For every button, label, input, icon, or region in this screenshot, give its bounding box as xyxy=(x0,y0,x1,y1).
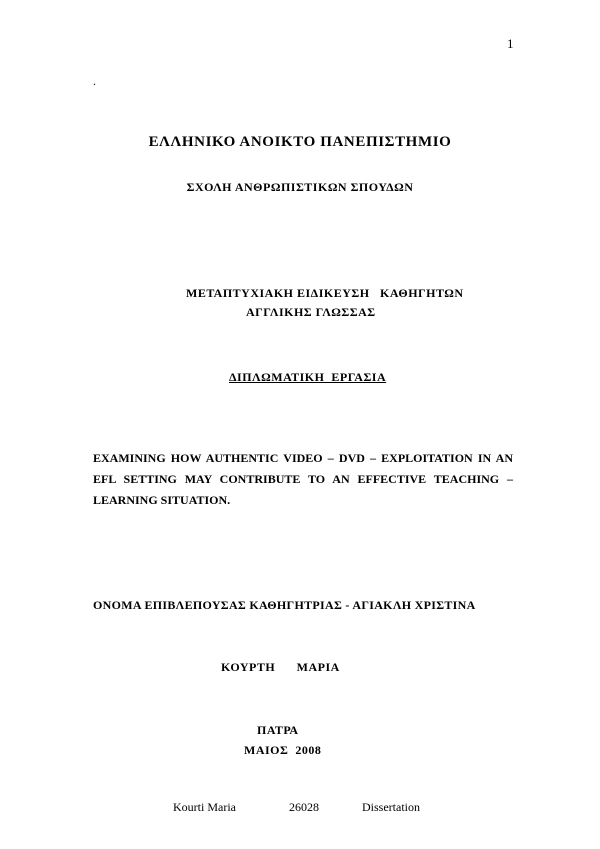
footer-student-id: 26028 xyxy=(289,800,319,814)
supervisor-line: ΟΝΟΜΑ ΕΠΙΒΛΕΠΟΥΣΑΣ ΚΑΘΗΓΗΤΡΙΑΣ - ΑΓΙΑΚΛΗ ΧΡΙΣΤΙΝΑ xyxy=(93,598,476,612)
city: ΠΑΤΡΑ xyxy=(257,723,299,737)
footer-author: Kourti Maria xyxy=(173,800,236,814)
page-number: 1 xyxy=(507,36,514,51)
page-footer xyxy=(173,800,420,815)
author-name: ΚΟΥΡΤΗ ΜΑΡΙΑ xyxy=(221,660,340,674)
school-name: ΣΧΟΛΗ ΑΝΘΡΩΠΙΣΤΙΚΩΝ ΣΠΟΥΔΩΝ xyxy=(186,180,414,194)
thesis-title-line-1: EXAMINING HOW AUTHENTIC VIDEO – DVD – EXPLOITATION IN AN xyxy=(93,451,513,465)
program-line-1: ΜΕΤΑΠΤΥΧΙΑΚΗ ΕΙΔΙΚΕΥΣΗ ΚΑΘΗΓΗΤΩΝ xyxy=(186,286,464,300)
document-type: ΔΙΠΛΩΜΑΤΙΚΗ ΕΡΓΑΣΙΑ xyxy=(229,370,387,384)
date: ΜΑΙΟΣ 2008 xyxy=(244,743,322,757)
program-line-2: ΑΓΓΛΙΚΗΣ ΓΛΩΣΣΑΣ xyxy=(246,305,376,319)
thesis-title-line-2: EFL SETTING MAY CONTRIBUTE TO AN EFFECTIVE TEACHING – xyxy=(93,472,513,486)
footer-label: Dissertation xyxy=(362,800,420,814)
stray-mark: . xyxy=(93,74,96,88)
thesis-title xyxy=(93,448,513,511)
university-name: ΕΛΛΗΝΙΚΟ ΑΝΟΙΚΤΟ ΠΑΝΕΠΙΣΤΗΜΙΟ xyxy=(148,134,452,150)
thesis-title-line-3: LEARNING SITUATION. xyxy=(93,493,231,507)
